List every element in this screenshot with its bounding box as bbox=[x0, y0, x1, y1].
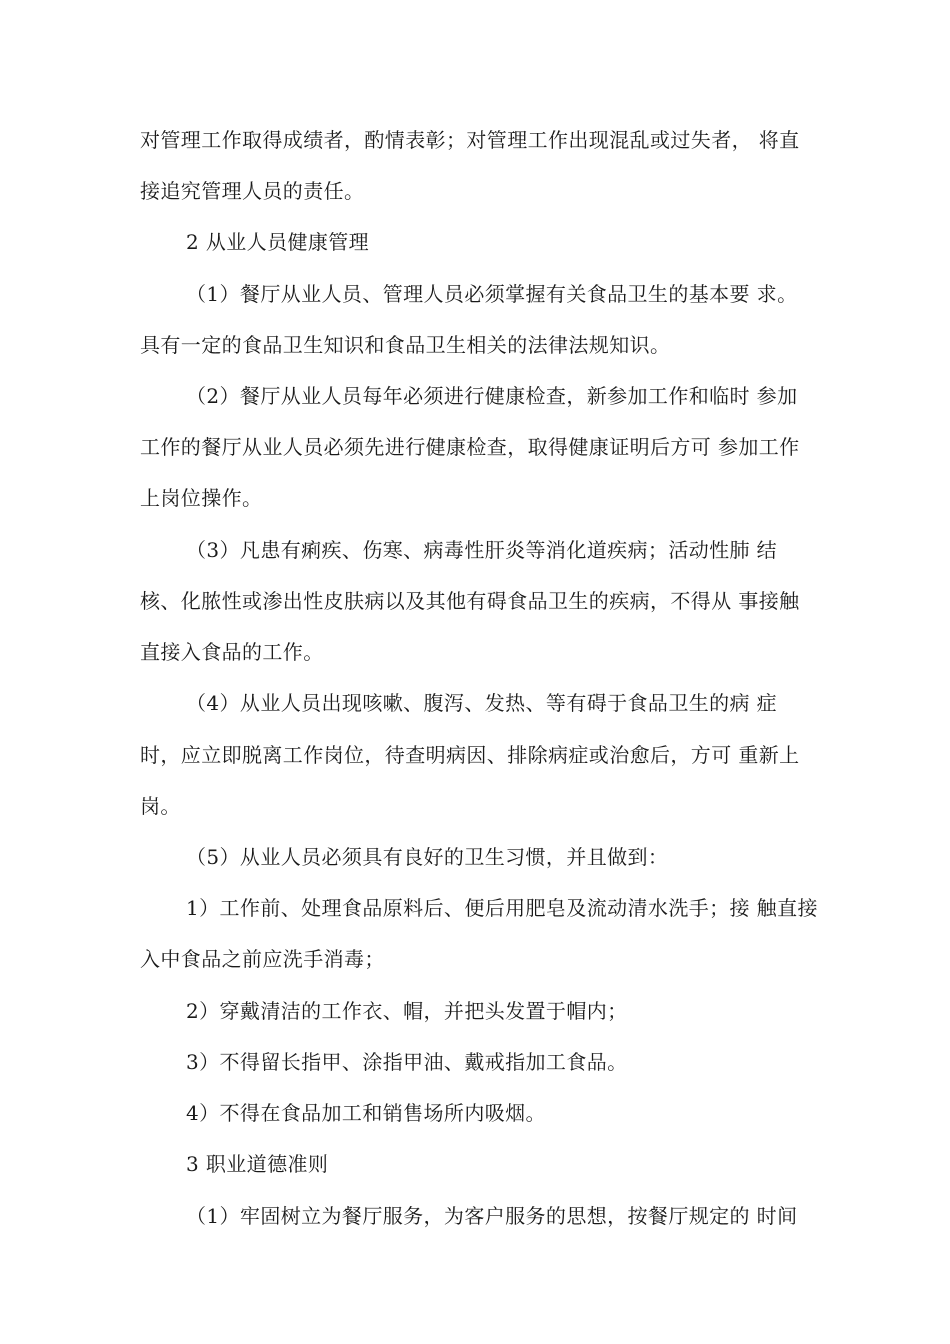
paragraph-line: 上岗位操作。 bbox=[140, 486, 263, 510]
paragraph-line: 时，应立即脱离工作岗位，待查明病因、排除病症或治愈后，方可 重新上 bbox=[140, 743, 800, 767]
paragraph-line: 岗。 bbox=[140, 794, 181, 818]
paragraph-line: （5）从业人员必须具有良好的卫生习惯，并且做到： bbox=[186, 845, 669, 869]
paragraph-line: 1）工作前、处理食品原料后、便后用肥皂及流动清水洗手；接 触直接 bbox=[186, 896, 818, 920]
paragraph-line: 工作的餐厅从业人员必须先进行健康检查，取得健康证明后方可 参加工作 bbox=[140, 435, 800, 459]
paragraph-line: 对管理工作取得成绩者，酌情表彰；对管理工作出现混乱或过失者， 将直 bbox=[140, 128, 800, 152]
paragraph-line: （2）餐厅从业人员每年必须进行健康检查，新参加工作和临时 参加 bbox=[186, 384, 798, 408]
paragraph-line: 4）不得在食品加工和销售场所内吸烟。 bbox=[186, 1101, 546, 1125]
paragraph-line: （3）凡患有痢疾、伤寒、病毒性肝炎等消化道疾病；活动性肺 结 bbox=[186, 538, 778, 562]
paragraph-line: 直接入食品的工作。 bbox=[140, 640, 324, 664]
section-heading: 3 职业道德准则 bbox=[186, 1152, 329, 1176]
paragraph-line: （1）餐厅从业人员、管理人员必须掌握有关食品卫生的基本要 求。 bbox=[186, 282, 798, 306]
paragraph-line: （4）从业人员出现咳嗽、腹泻、发热、等有碍于食品卫生的病 症 bbox=[186, 691, 778, 715]
paragraph-line: 入中食品之前应洗手消毒； bbox=[140, 947, 385, 971]
paragraph-line: 2）穿戴清洁的工作衣、帽，并把头发置于帽内； bbox=[186, 999, 628, 1023]
paragraph-line: 接追究管理人员的责任。 bbox=[140, 179, 365, 203]
paragraph-line: 核、化脓性或渗出性皮肤病以及其他有碍食品卫生的疾病，不得从 事接触 bbox=[140, 589, 800, 613]
section-heading: 2 从业人员健康管理 bbox=[186, 230, 370, 254]
paragraph-line: 具有一定的食品卫生知识和食品卫生相关的法律法规知识。 bbox=[140, 333, 671, 357]
paragraph-line: （1）牢固树立为餐厅服务，为客户服务的思想，按餐厅规定的 时间 bbox=[186, 1204, 798, 1228]
paragraph-line: 3）不得留长指甲、涂指甲油、戴戒指加工食品。 bbox=[186, 1050, 628, 1074]
